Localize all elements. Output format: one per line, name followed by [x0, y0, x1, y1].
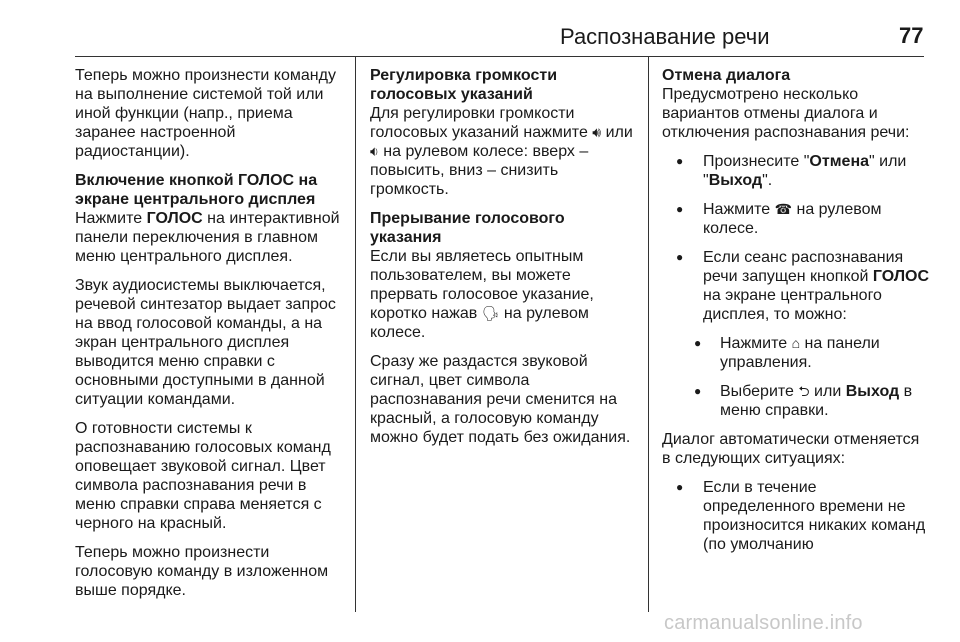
- header-divider: [75, 56, 924, 57]
- column-3: [662, 66, 930, 564]
- paragraph: Для регулировки громкости голосовых указаний нажмите 🔊︎ или 🔉︎ на рулевом колесе: вверх – повысить, вниз – снизить громкость.: [370, 105, 633, 198]
- list-item: ● Нажмите ☎︎ на рулевом колесе.: [662, 200, 930, 238]
- paragraph: Звук аудиосистемы выключается, речевой синтезатор выдает запрос на ввод голосовой команды, а на экран центрального дисплея выводится меню справки с основными доступными в данной ситуации командами.: [75, 277, 336, 408]
- section-heading: Прерывание голосового указания: [370, 210, 565, 246]
- paragraph: Если вы являетесь опытным пользователем, вы можете прервать голосовое указание, коротко нажав 🗣︎ на рулевом колесе.: [370, 248, 594, 341]
- paragraph: Нажмите ГОЛОС на интерактивной панели переключения в главном меню центрального дисплея.: [75, 210, 340, 265]
- paragraph: Диалог автоматически отменяется в следующих ситуациях:: [662, 431, 920, 467]
- list-item: ● Нажмите ⌂ на панели управления.: [662, 334, 930, 372]
- hang-up-icon: ☎︎: [774, 201, 793, 217]
- sub-bullet-list: [662, 334, 930, 420]
- page-header-title: Распознавание речи: [560, 24, 770, 49]
- list-item: ● Выберите ⮌ или Выход в меню справки.: [662, 382, 930, 420]
- paragraph: Теперь можно произнести голосовую команду в изложенном выше порядке.: [75, 544, 329, 599]
- watermark: carmanualsonline.info: [664, 612, 863, 634]
- page-number: 77: [899, 23, 924, 48]
- paragraph: Теперь можно произнести команду на выполнение системой той или иной функции (напр., приема заранее настроенной радиостанции).: [75, 67, 336, 160]
- paragraph: Предусмотрено несколько вариантов отмены диалога и отключения распознавания речи:: [662, 86, 910, 141]
- column-divider-2: [648, 56, 649, 612]
- voice-control-icon: 🗣︎: [481, 305, 500, 321]
- volume-up-icon: 🔊︎: [592, 124, 602, 140]
- back-arrow-icon: ⮌: [798, 383, 810, 399]
- bullet-list: [662, 152, 930, 420]
- list-item: ● Если сеанс распознавания речи запущен кнопкой ГОЛОС на экране центрального дисплея, то можно: ● Нажмите ⌂ на панели управления. ● Выберите ⮌ или Выход в меню справки.: [662, 248, 930, 420]
- list-item: ● Произнесите "Отмена" или "Выход".: [662, 152, 930, 190]
- paragraph: Сразу же раздастся звуковой сигнал, цвет символа распознавания речи сменится на красный, а голосовую команду можно будет подать без ожидания.: [370, 353, 631, 446]
- home-icon: ⌂: [791, 335, 801, 351]
- section-heading: Регулировка громкости голосовых указаний: [370, 67, 558, 103]
- bullet-list: [662, 478, 930, 554]
- list-item: ● Если в течение определенного времени не произносится никаких команд (по умолчанию: [662, 478, 930, 554]
- column-2: [370, 66, 635, 457]
- column-divider-1: [355, 56, 356, 612]
- volume-down-icon: 🔉︎: [370, 143, 379, 159]
- section-heading: Отмена диалога: [662, 67, 791, 84]
- section-heading: Включение кнопкой ГОЛОС на экране центрального дисплея: [75, 172, 318, 208]
- column-1: [75, 66, 345, 610]
- paragraph: О готовности системы к распознаванию голосовых команд оповещает звуковой сигнал. Цвет символа распознавания речи в меню справки справа меняется с черного на красный.: [75, 420, 331, 532]
